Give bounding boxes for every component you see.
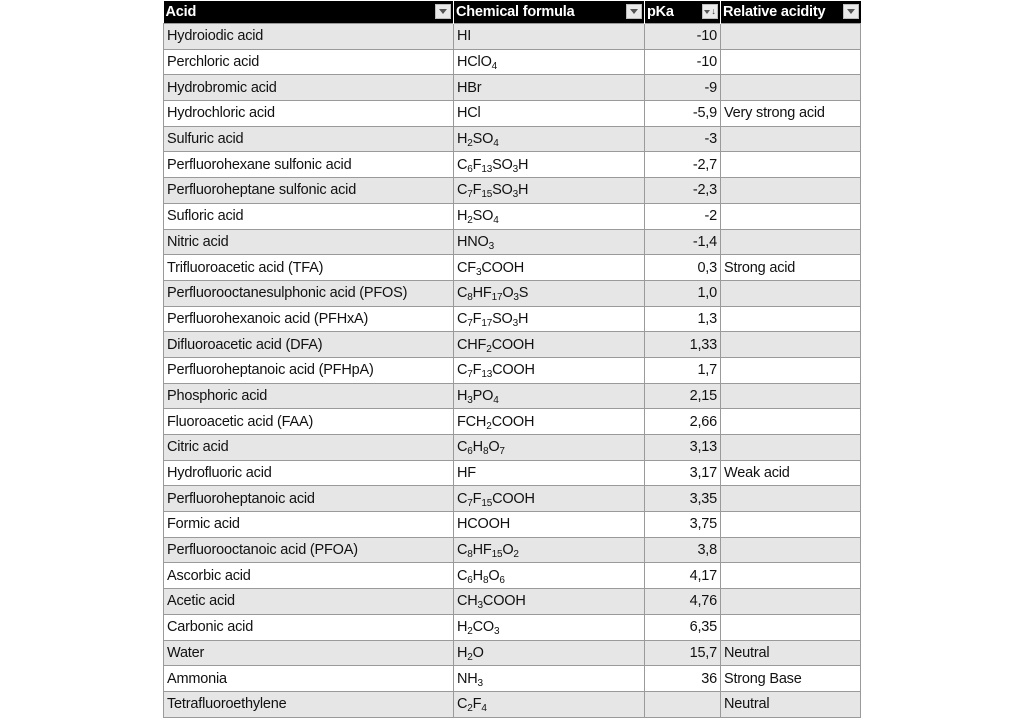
cell-relative-acidity[interactable]: [721, 589, 861, 615]
cell-pka[interactable]: 3,8: [645, 537, 721, 563]
cell-pka[interactable]: 36: [645, 666, 721, 692]
table-row: [164, 332, 861, 358]
cell-pka[interactable]: 3,13: [645, 435, 721, 461]
table-row: [164, 563, 861, 589]
filter-dropdown-icon[interactable]: [843, 4, 859, 19]
table-row: [164, 383, 861, 409]
table-row: [164, 614, 861, 640]
cell-relative-acidity[interactable]: Neutral: [721, 691, 861, 717]
cell-formula[interactable]: $H_2SO_4$: [454, 203, 645, 229]
cell-formula[interactable]: HBr: [454, 75, 645, 101]
column-header-relative-acidity[interactable]: [721, 1, 861, 24]
cell-relative-acidity[interactable]: [721, 332, 861, 358]
column-header-pka[interactable]: [645, 1, 721, 24]
cell-acid[interactable]: Perfluoroheptanoic acid: [164, 486, 454, 512]
table-row: [164, 280, 861, 306]
cell-pka[interactable]: -9: [645, 75, 721, 101]
table-row: [164, 435, 861, 461]
cell-relative-acidity[interactable]: [721, 563, 861, 589]
table-row: [164, 255, 861, 281]
cell-pka[interactable]: 1,7: [645, 357, 721, 383]
table-row: [164, 486, 861, 512]
cell-acid[interactable]: Perfluorohexane sulfonic acid: [164, 152, 454, 178]
header-row: [164, 1, 861, 24]
sort-descending-icon: ↓: [711, 6, 716, 16]
cell-acid[interactable]: Perfluoroheptane sulfonic acid: [164, 178, 454, 204]
cell-relative-acidity[interactable]: [721, 203, 861, 229]
cell-formula[interactable]: $C_6H_8O_7$: [454, 435, 645, 461]
cell-relative-acidity[interactable]: [721, 383, 861, 409]
column-header-label: Acid: [165, 4, 197, 20]
cell-relative-acidity[interactable]: [721, 24, 861, 50]
cell-formula[interactable]: HCl: [454, 101, 645, 127]
cell-formula[interactable]: $HNO_3$: [454, 229, 645, 255]
cell-acid[interactable]: Ammonia: [164, 666, 454, 692]
cell-acid[interactable]: Citric acid: [164, 435, 454, 461]
cell-pka[interactable]: 4,76: [645, 589, 721, 615]
cell-formula[interactable]: $CHF_2COOH$: [454, 332, 645, 358]
cell-pka[interactable]: -2,7: [645, 152, 721, 178]
column-header-label: pKa: [647, 4, 674, 20]
filter-dropdown-icon[interactable]: [626, 4, 642, 19]
cell-pka[interactable]: -3: [645, 126, 721, 152]
cell-formula[interactable]: $CF_3COOH$: [454, 255, 645, 281]
cell-formula[interactable]: HI: [454, 24, 645, 50]
cell-formula[interactable]: $C_7F_{13}COOH$: [454, 357, 645, 383]
cell-relative-acidity[interactable]: [721, 614, 861, 640]
cell-acid[interactable]: Nitric acid: [164, 229, 454, 255]
cell-relative-acidity[interactable]: [721, 49, 861, 75]
table-row: [164, 512, 861, 538]
cell-pka[interactable]: 3,75: [645, 512, 721, 538]
table-row: [164, 75, 861, 101]
cell-pka[interactable]: -2: [645, 203, 721, 229]
cell-formula[interactable]: $NH_3$: [454, 666, 645, 692]
cell-acid[interactable]: Difluoroacetic acid (DFA): [164, 332, 454, 358]
column-header-acid[interactable]: [164, 1, 454, 24]
cell-relative-acidity[interactable]: [721, 280, 861, 306]
table-row: [164, 409, 861, 435]
cell-formula[interactable]: $H_2SO_4$: [454, 126, 645, 152]
cell-acid[interactable]: Sulfuric acid: [164, 126, 454, 152]
cell-relative-acidity[interactable]: [721, 75, 861, 101]
cell-pka[interactable]: -5,9: [645, 101, 721, 127]
cell-acid[interactable]: Perfluorohexanoic acid (PFHxA): [164, 306, 454, 332]
cell-pka[interactable]: 3,17: [645, 460, 721, 486]
cell-pka[interactable]: [645, 691, 721, 717]
table-row: [164, 178, 861, 204]
cell-formula[interactable]: HF: [454, 460, 645, 486]
cell-relative-acidity[interactable]: [721, 178, 861, 204]
cell-formula[interactable]: $C_7F_{15}COOH$: [454, 486, 645, 512]
cell-pka[interactable]: 6,35: [645, 614, 721, 640]
cell-acid[interactable]: Hydrofluoric acid: [164, 460, 454, 486]
table-row: [164, 24, 861, 50]
cell-pka[interactable]: -1,4: [645, 229, 721, 255]
cell-relative-acidity[interactable]: [721, 229, 861, 255]
cell-acid[interactable]: Perchloric acid: [164, 49, 454, 75]
table-row: [164, 666, 861, 692]
cell-pka[interactable]: -2,3: [645, 178, 721, 204]
cell-relative-acidity[interactable]: [721, 357, 861, 383]
cell-formula[interactable]: $H_2CO_3$: [454, 614, 645, 640]
cell-formula[interactable]: $C_8HF_{17}O_3S$: [454, 280, 645, 306]
table-row: [164, 126, 861, 152]
cell-acid[interactable]: Hydroiodic acid: [164, 24, 454, 50]
cell-relative-acidity[interactable]: Neutral: [721, 640, 861, 666]
cell-formula[interactable]: $C_6H_8O_6$: [454, 563, 645, 589]
cell-pka[interactable]: 2,15: [645, 383, 721, 409]
cell-acid[interactable]: Sufloric acid: [164, 203, 454, 229]
acid-pka-table: [163, 1, 861, 718]
cell-formula[interactable]: $C_2F_4$: [454, 691, 645, 717]
table-row: [164, 357, 861, 383]
sort-filter-dropdown-icon[interactable]: [702, 4, 718, 19]
cell-pka[interactable]: -10: [645, 49, 721, 75]
table-row: [164, 229, 861, 255]
cell-relative-acidity[interactable]: [721, 435, 861, 461]
cell-pka[interactable]: 15,7: [645, 640, 721, 666]
cell-formula[interactable]: $FCH_2COOH$: [454, 409, 645, 435]
cell-pka[interactable]: -10: [645, 24, 721, 50]
column-header-formula[interactable]: [454, 1, 645, 24]
cell-formula[interactable]: $C_8HF_{15}O_2$: [454, 537, 645, 563]
cell-pka[interactable]: 0,3: [645, 255, 721, 281]
cell-formula[interactable]: HClO$_4$: [454, 49, 645, 75]
table-row: [164, 460, 861, 486]
cell-acid[interactable]: Phosphoric acid: [164, 383, 454, 409]
column-header-label: Relative acidity: [723, 4, 826, 20]
cell-relative-acidity[interactable]: [721, 152, 861, 178]
cell-relative-acidity[interactable]: Weak acid: [721, 460, 861, 486]
cell-relative-acidity[interactable]: [721, 306, 861, 332]
cell-pka[interactable]: 3,35: [645, 486, 721, 512]
table-row: [164, 537, 861, 563]
cell-pka[interactable]: 1,0: [645, 280, 721, 306]
cell-formula[interactable]: $C_7F_{15}SO_3H$: [454, 178, 645, 204]
table-row: [164, 306, 861, 332]
cell-acid[interactable]: Water: [164, 640, 454, 666]
cell-pka[interactable]: 1,3: [645, 306, 721, 332]
cell-formula[interactable]: $H_3PO_4$: [454, 383, 645, 409]
table-row: [164, 101, 861, 127]
cell-relative-acidity[interactable]: Very strong acid: [721, 101, 861, 127]
cell-acid[interactable]: Formic acid: [164, 512, 454, 538]
cell-acid[interactable]: Perfluorooctanesulphonic acid (PFOS): [164, 280, 454, 306]
cell-relative-acidity[interactable]: Strong acid: [721, 255, 861, 281]
cell-acid[interactable]: Hydrobromic acid: [164, 75, 454, 101]
cell-relative-acidity[interactable]: Strong Base: [721, 666, 861, 692]
table-row: [164, 49, 861, 75]
cell-relative-acidity[interactable]: [721, 512, 861, 538]
cell-acid[interactable]: Ascorbic acid: [164, 563, 454, 589]
cell-formula[interactable]: $H_2O$: [454, 640, 645, 666]
table-row: [164, 589, 861, 615]
cell-acid[interactable]: Carbonic acid: [164, 614, 454, 640]
cell-formula[interactable]: $C_6F_{13}SO_3H$: [454, 152, 645, 178]
cell-relative-acidity[interactable]: [721, 126, 861, 152]
cell-relative-acidity[interactable]: [721, 409, 861, 435]
cell-pka[interactable]: 2,66: [645, 409, 721, 435]
cell-formula[interactable]: HCOOH: [454, 512, 645, 538]
table-row: [164, 152, 861, 178]
column-header-label: Chemical formula: [456, 4, 575, 20]
cell-acid[interactable]: Tetrafluoroethylene: [164, 691, 454, 717]
filter-dropdown-icon[interactable]: [435, 4, 451, 19]
cell-acid[interactable]: Trifluoroacetic acid (TFA): [164, 255, 454, 281]
table-row: [164, 640, 861, 666]
cell-acid[interactable]: Perfluorooctanoic acid (PFOA): [164, 537, 454, 563]
cell-acid[interactable]: Fluoroacetic acid (FAA): [164, 409, 454, 435]
cell-relative-acidity[interactable]: [721, 537, 861, 563]
cell-pka[interactable]: 4,17: [645, 563, 721, 589]
cell-relative-acidity[interactable]: [721, 486, 861, 512]
cell-formula[interactable]: $CH_3COOH$: [454, 589, 645, 615]
table-row: [164, 691, 861, 717]
cell-pka[interactable]: 1,33: [645, 332, 721, 358]
table-row: [164, 203, 861, 229]
cell-acid[interactable]: Acetic acid: [164, 589, 454, 615]
cell-acid[interactable]: Perfluoroheptanoic acid (PFHpA): [164, 357, 454, 383]
cell-formula[interactable]: $C_7F_{17}SO_3H$: [454, 306, 645, 332]
cell-acid[interactable]: Hydrochloric acid: [164, 101, 454, 127]
